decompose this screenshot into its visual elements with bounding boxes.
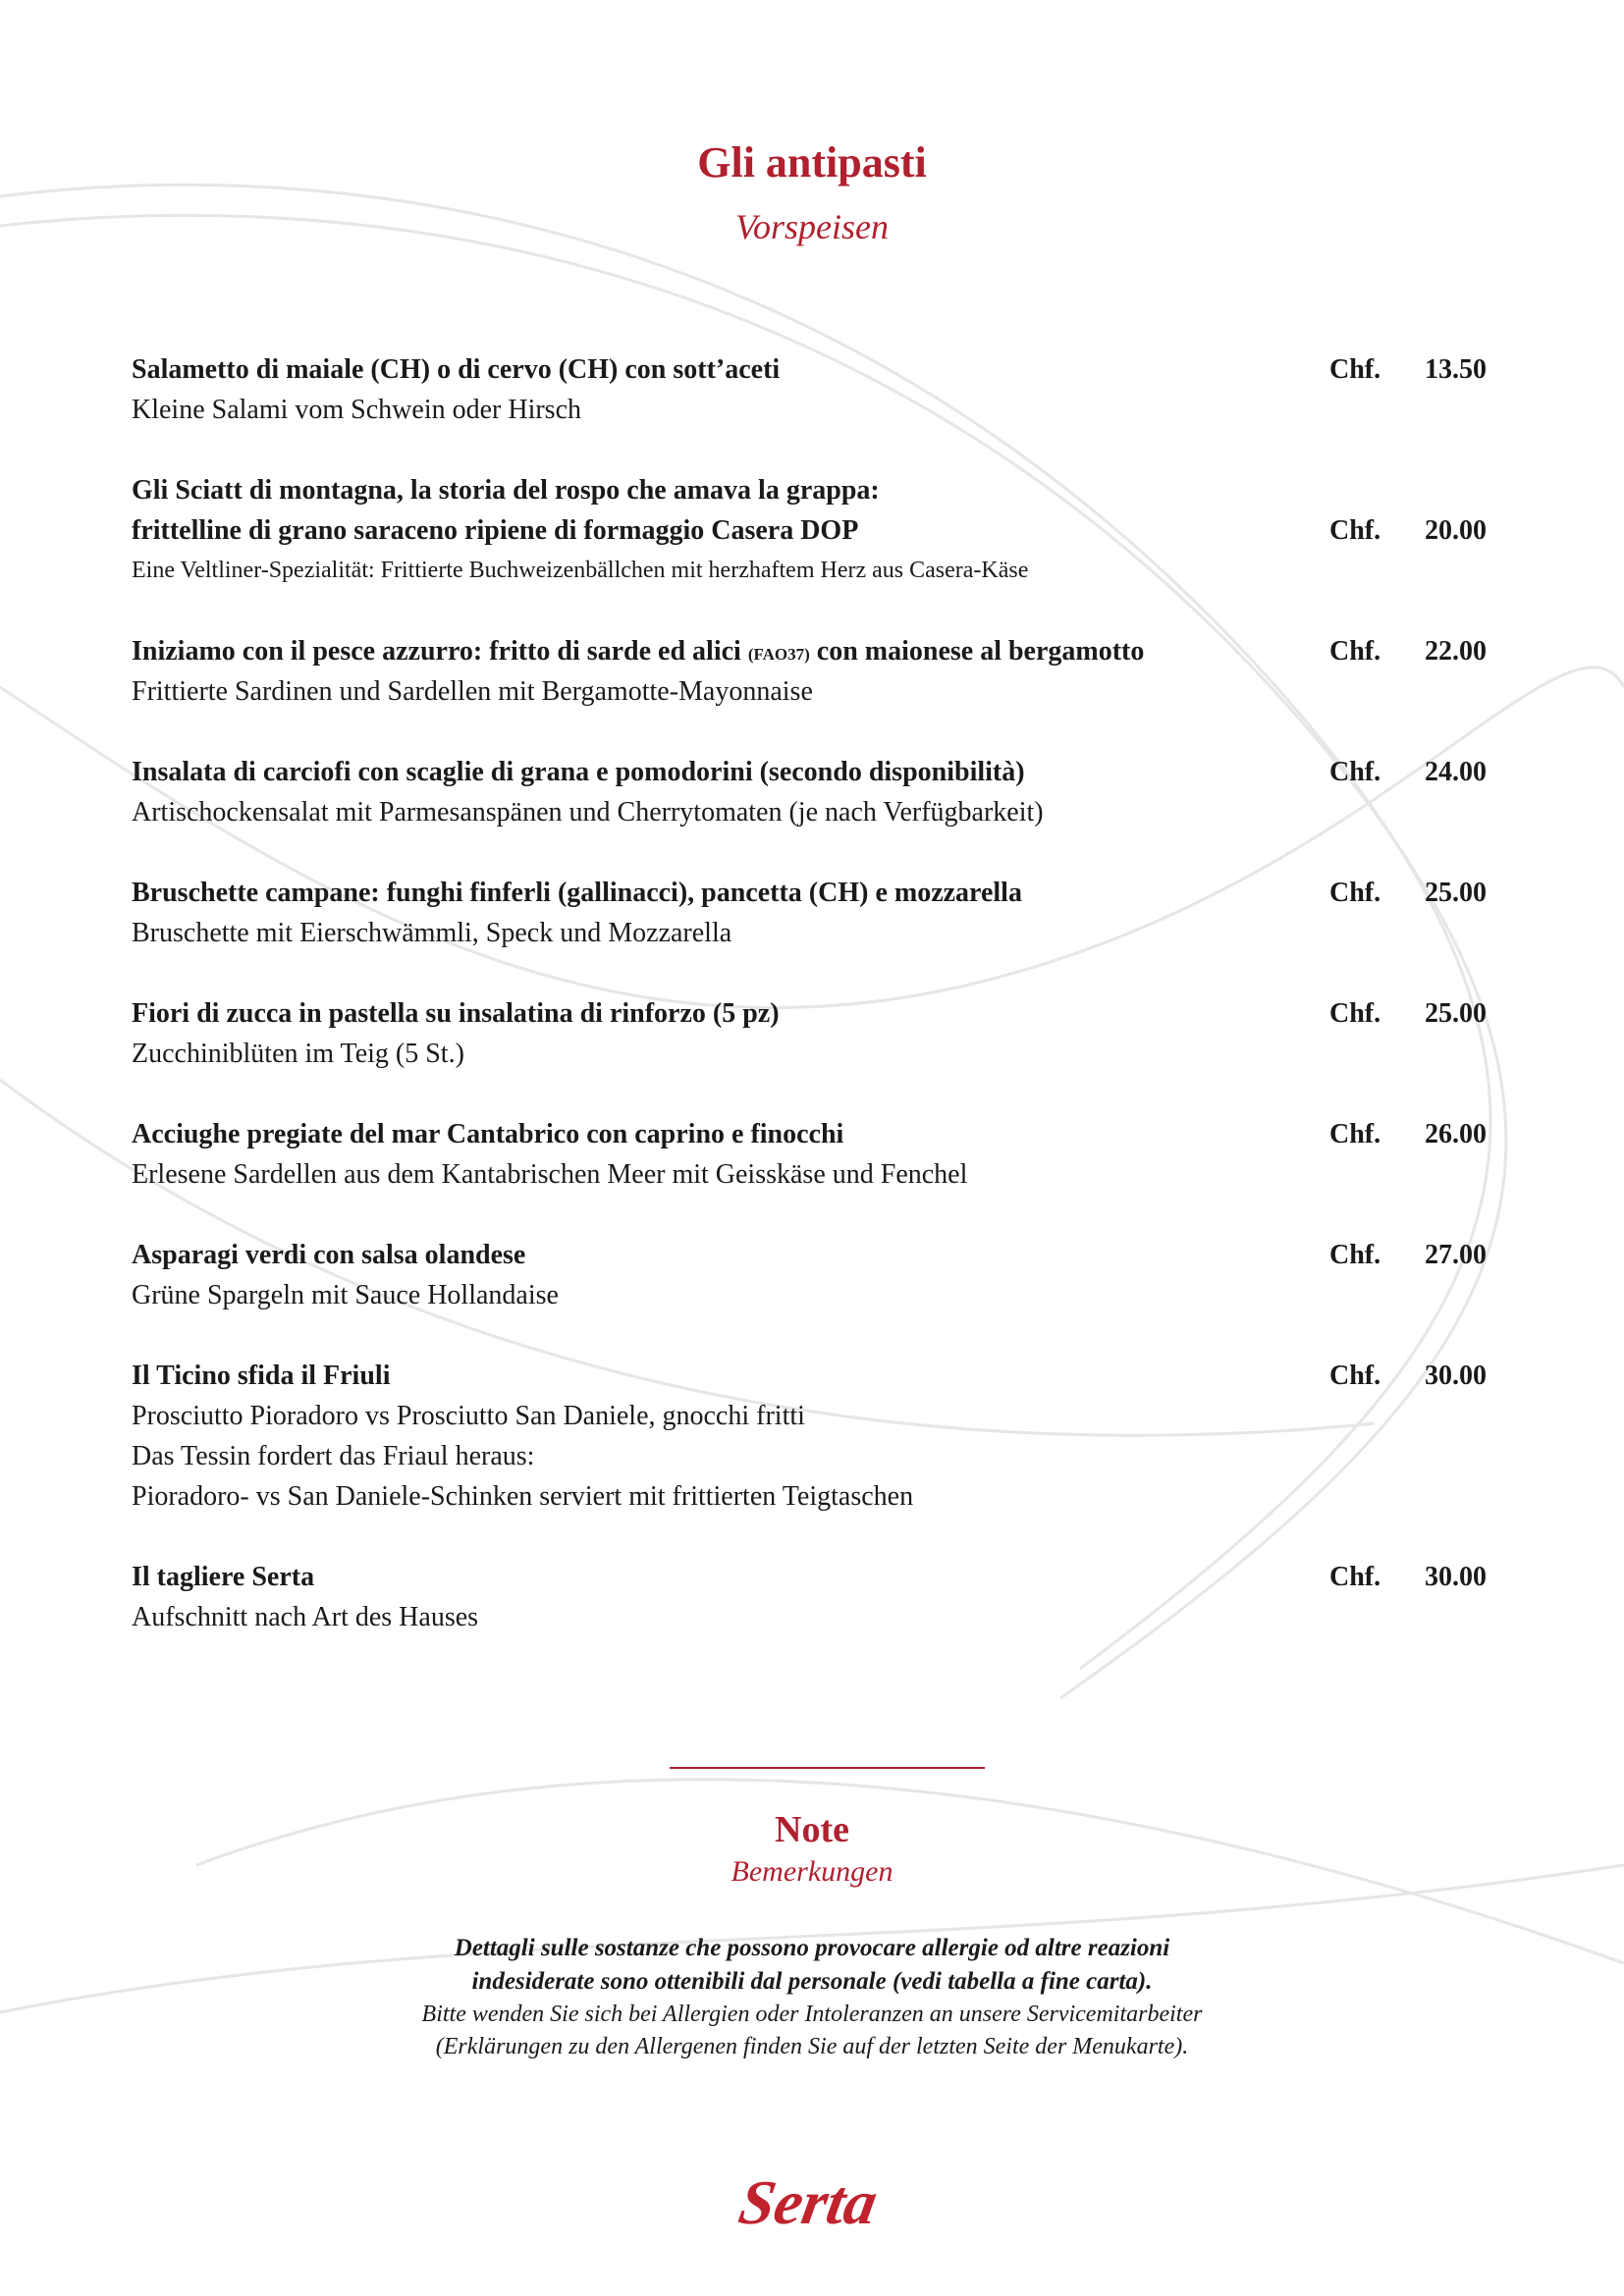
item-name: Asparagi verdi con salsa olandese [132, 1240, 526, 1270]
menu-item [132, 1114, 1487, 1195]
price-value: 25.00 [1425, 878, 1487, 908]
price-value: 13.50 [1425, 354, 1487, 385]
item-name: Il tagliere Serta [132, 1562, 315, 1592]
note-line: Dettagli sulle sostanze che possono provocare allergie od altre reazioni [454, 1935, 1170, 1961]
menu-item [132, 1235, 1487, 1315]
section-title: Gli antipasti [697, 138, 927, 187]
currency-label: Chf. [1329, 878, 1381, 908]
menu-items-list [132, 349, 1487, 1678]
price-value: 30.00 [1425, 1562, 1487, 1592]
section-subtitle: Vorspeisen [735, 207, 889, 246]
currency-label: Chf. [1329, 1119, 1381, 1149]
currency-label: Chf. [1329, 354, 1381, 385]
item-description: Artischockensalat mit Parmesanspänen und Cherrytomaten (je nach Verfügbarkeit) [132, 797, 1044, 828]
price-value: 27.00 [1425, 1240, 1487, 1270]
note-line: indesiderate sono ottenibili dal personale (vedi tabella a fine carta). [471, 1968, 1153, 1995]
item-description: Aufschnitt nach Art des Hauses [132, 1602, 479, 1632]
price-value: 25.00 [1425, 998, 1487, 1029]
note-line: (Erklärungen zu den Allergenen finden Sie auf der letzten Seite der Menukarte). [435, 2034, 1189, 2059]
item-description: Pioradoro- vs San Daniele-Schinken serviert mit frittierten Teigtaschen [132, 1481, 914, 1512]
item-name: Salametto di maiale (CH) o di cervo (CH) con sott’aceti [132, 354, 781, 385]
item-price [1329, 1356, 1487, 1396]
note-line: Bitte wenden Sie sich bei Allergien oder Intoleranzen an unsere Servicemitarbeiter [421, 2002, 1203, 2027]
item-description: Grüne Spargeln mit Sauce Hollandaise [132, 1280, 559, 1310]
item-name: Il Ticino sfida il Friuli [132, 1361, 391, 1391]
item-price [1329, 1114, 1487, 1154]
item-description: Kleine Salami vom Schwein oder Hirsch [132, 395, 582, 425]
currency-label: Chf. [1329, 1361, 1381, 1391]
note-subtitle: Bemerkungen [731, 1855, 893, 1888]
price-value: 26.00 [1425, 1119, 1487, 1149]
item-name: Insalata di carciofi con scaglie di grana e pomodorini (secondo disponibilità) [132, 757, 1025, 787]
menu-item [132, 631, 1487, 712]
menu-item [132, 1557, 1487, 1637]
item-description: Frittierte Sardinen und Sardellen mit Bergamotte-Mayonnaise [132, 676, 813, 707]
item-name [132, 631, 1487, 671]
item-description: Erlesene Sardellen aus dem Kantabrischen Meer mit Geisskäse und Fenchel [132, 1159, 968, 1190]
item-description: Das Tessin fordert das Friaul heraus: [132, 1441, 535, 1471]
note-title: Note [775, 1809, 849, 1850]
menu-item [132, 752, 1487, 832]
item-description: Zucchiniblüten im Teig (5 St.) [132, 1039, 464, 1069]
currency-label: Chf. [1329, 1562, 1381, 1592]
price-value: 20.00 [1425, 515, 1487, 546]
currency-label: Chf. [1329, 998, 1381, 1029]
price-value: 30.00 [1425, 1361, 1487, 1391]
item-price [1329, 349, 1487, 390]
menu-item [132, 873, 1487, 953]
item-price [1329, 1235, 1487, 1275]
currency-label: Chf. [1329, 1240, 1381, 1270]
item-price [1329, 752, 1487, 792]
item-price [1329, 873, 1487, 913]
item-name: Acciughe pregiate del mar Cantabrico con caprino e finocchi [132, 1119, 844, 1149]
item-price [1329, 510, 1487, 551]
item-name: frittelline di grano saraceno ripiene di formaggio Casera DOP [132, 515, 859, 546]
price-value: 24.00 [1425, 757, 1487, 787]
item-price [1329, 1557, 1487, 1597]
item-price [1329, 631, 1487, 671]
item-name: Fiori di zucca in pastella su insalatina di rinforzo (5 pz) [132, 998, 780, 1029]
item-name: Gli Sciatt di montagna, la storia del rospo che amava la grappa: [132, 475, 880, 506]
item-name-part: Iniziamo con il pesce azzurro: fritto di sarde ed alici [132, 636, 748, 667]
menu-item [132, 470, 1487, 591]
item-name: Bruschette campane: funghi finferli (gallinacci), pancetta (CH) e mozzarella [132, 878, 1022, 908]
fao-zone: (FAO37) [747, 645, 810, 664]
divider [670, 1767, 985, 1769]
price-value: 22.00 [1425, 636, 1487, 667]
currency-label: Chf. [1329, 757, 1381, 787]
currency-label: Chf. [1329, 515, 1381, 546]
menu-item [132, 993, 1487, 1074]
item-price [1329, 993, 1487, 1034]
item-name-part: con maionese al bergamotto [809, 636, 1145, 667]
item-description: Eine Veltliner-Spezialität: Frittierte Buchweizenbällchen mit herzhaftem Herz aus Casera-Käse [132, 558, 1029, 583]
item-description: Prosciutto Pioradoro vs Prosciutto San Daniele, gnocchi fritti [132, 1401, 805, 1431]
item-description: Bruschette mit Eierschwämmli, Speck und Mozzarella [132, 918, 732, 948]
menu-item [132, 349, 1487, 430]
serta-logo [707, 2164, 923, 2243]
menu-item [132, 1356, 1487, 1517]
svg-text:Serta: Serta [733, 2167, 883, 2237]
currency-label: Chf. [1329, 636, 1381, 667]
